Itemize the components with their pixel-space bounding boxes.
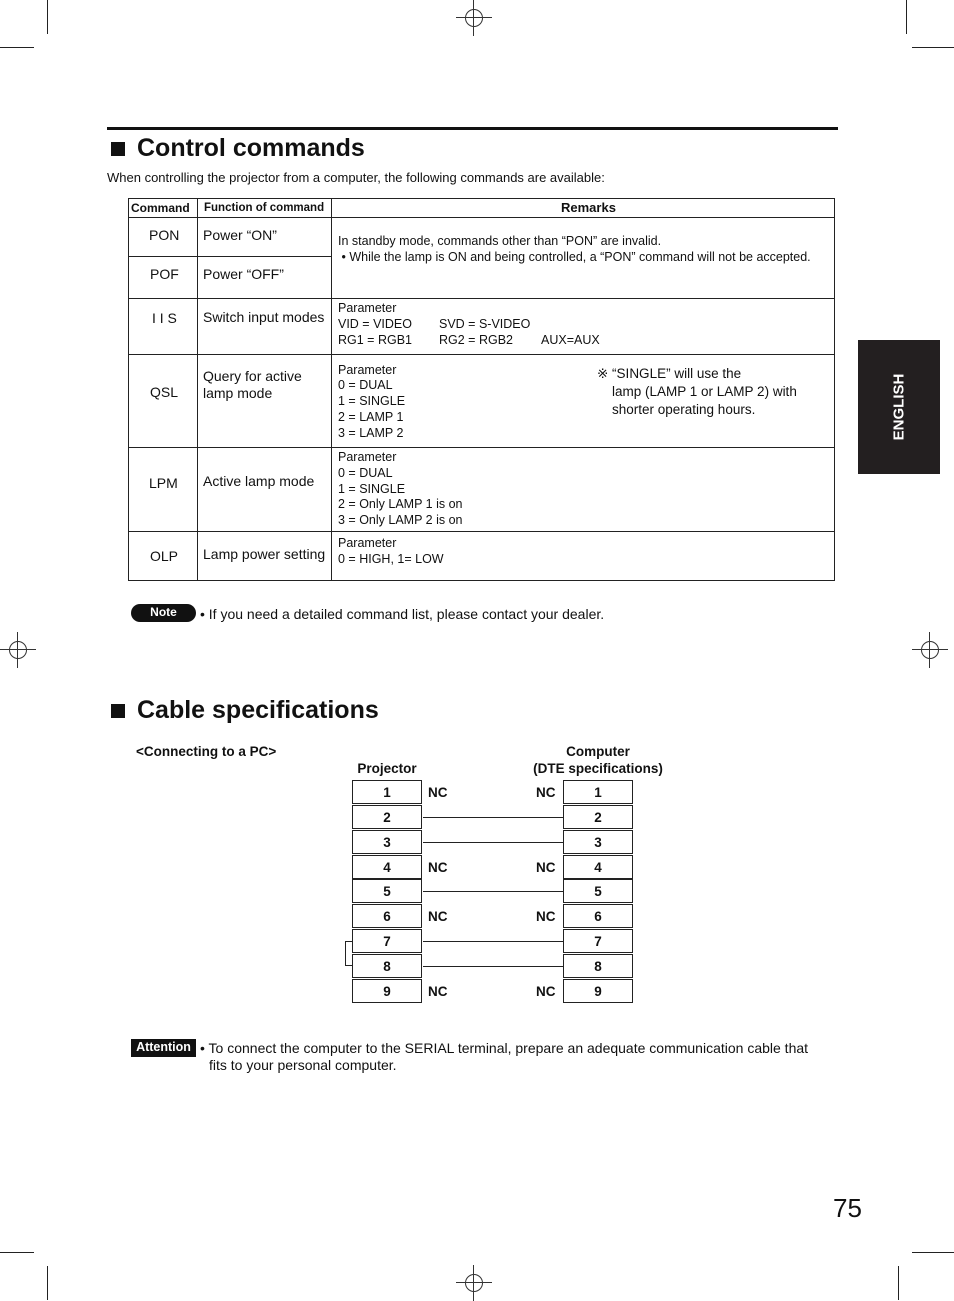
- projector-pin-4: 4: [352, 855, 422, 879]
- computer-pin-9: 9: [563, 979, 633, 1003]
- remark-qsl-note-1: ※ “SINGLE” will use the: [597, 366, 742, 381]
- square-bullet-icon: [111, 704, 125, 718]
- computer-label: Computer: [566, 744, 630, 759]
- attention-text-1: • To connect the computer to the SERIAL terminal, prepare an adequate communication cable that: [200, 1040, 809, 1056]
- section-heading-control-commands: [111, 134, 365, 163]
- remark-iis-rg1: RG1 = RGB1: [338, 333, 412, 347]
- pin-7-8-bridge: [345, 941, 352, 966]
- header-command: Command: [131, 201, 190, 215]
- remark-iis-rg2: RG2 = RGB2: [439, 333, 513, 347]
- remark-qsl-1: 1 = SINGLE: [338, 394, 406, 408]
- computer-pin-8: 8: [563, 954, 633, 978]
- language-label: ENGLISH: [890, 373, 908, 441]
- wire-line: [423, 891, 563, 892]
- section-rule: [107, 127, 838, 130]
- wire-line: [423, 966, 563, 967]
- fn-olp: Lamp power setting: [203, 546, 326, 562]
- nc-label: NC: [428, 909, 448, 924]
- remark-lpm-param: Parameter: [338, 450, 397, 464]
- projector-pin-6: 6: [352, 904, 422, 928]
- computer-label-dte: (DTE specifications): [533, 761, 663, 776]
- cmd-lpm: LPM: [149, 475, 178, 491]
- remark-iis-param: Parameter: [338, 301, 397, 315]
- remark-iis-svd: SVD = S-VIDEO: [439, 317, 531, 331]
- nc-label: NC: [536, 909, 556, 924]
- wire-line: [423, 941, 563, 942]
- computer-pin-3: 3: [563, 830, 633, 854]
- cmd-iis: I I S: [152, 310, 177, 326]
- header-function: Function of command: [204, 202, 325, 214]
- remark-qsl-2: 2 = LAMP 1: [338, 410, 404, 424]
- nc-label: NC: [536, 984, 556, 999]
- language-side-tab: [858, 340, 940, 474]
- fn-pon: Power “ON”: [203, 227, 277, 243]
- remark-lpm-0: 0 = DUAL: [338, 466, 393, 480]
- note-text: • If you need a detailed command list, please contact your dealer.: [200, 606, 605, 622]
- attention-badge: Attention: [131, 1039, 196, 1057]
- cmd-pon: PON: [149, 227, 180, 243]
- fn-iis: Switch input modes: [203, 309, 325, 325]
- remark-lpm-1: 1 = SINGLE: [338, 482, 406, 496]
- projector-label: Projector: [357, 761, 417, 776]
- square-bullet-icon: [111, 142, 125, 156]
- nc-label: NC: [428, 860, 448, 875]
- registration-mark-left: [0, 632, 36, 668]
- registration-mark-right: [912, 632, 948, 668]
- registration-mark-top: [456, 0, 492, 36]
- remark-qsl-param: Parameter: [338, 363, 397, 377]
- wire-line: [423, 817, 563, 818]
- projector-pin-7: 7: [352, 929, 422, 953]
- projector-pin-2: 2: [352, 805, 422, 829]
- nc-label: NC: [536, 860, 556, 875]
- remark-pon-2: • While the lamp is ON and being controlled, a “PON” command will not be accepted.: [338, 250, 811, 264]
- remark-qsl-note-2: lamp (LAMP 1 or LAMP 2) with: [612, 384, 797, 399]
- remark-qsl-3: 3 = LAMP 2: [338, 426, 404, 440]
- cmd-qsl: QSL: [150, 384, 179, 400]
- remark-iis-vid: VID = VIDEO: [338, 317, 412, 331]
- fn-lpm: Active lamp mode: [203, 473, 315, 489]
- cmd-olp: OLP: [150, 548, 179, 564]
- projector-pin-8: 8: [352, 954, 422, 978]
- computer-pin-4: 4: [563, 855, 633, 879]
- projector-pin-9: 9: [352, 979, 422, 1003]
- cmd-pof: POF: [150, 266, 179, 282]
- remark-lpm-2: 2 = Only LAMP 1 is on: [338, 497, 463, 511]
- nc-label: NC: [536, 785, 556, 800]
- projector-pin-5: 5: [352, 879, 422, 903]
- fn-pof: Power “OFF”: [203, 266, 284, 282]
- nc-label: NC: [428, 984, 448, 999]
- computer-pin-6: 6: [563, 904, 633, 928]
- page-number: 75: [833, 1193, 862, 1223]
- nc-label: NC: [428, 785, 448, 800]
- computer-pin-2: 2: [563, 805, 633, 829]
- registration-mark-bottom: [456, 1265, 492, 1301]
- note-badge: Note: [131, 604, 196, 622]
- computer-pin-1: 1: [563, 780, 633, 804]
- computer-pin-7: 7: [563, 929, 633, 953]
- remark-qsl-0: 0 = DUAL: [338, 378, 393, 392]
- intro-text: When controlling the projector from a computer, the following commands are available:: [107, 170, 605, 185]
- remark-olp-values: 0 = HIGH, 1= LOW: [338, 552, 444, 566]
- remark-olp-param: Parameter: [338, 536, 397, 550]
- computer-pin-5: 5: [563, 879, 633, 903]
- section-title: Cable specifications: [137, 696, 379, 724]
- command-table: [128, 198, 835, 581]
- connecting-subtitle: <Connecting to a PC>: [136, 744, 277, 759]
- projector-pin-1: 1: [352, 780, 422, 804]
- remark-pon-1: In standby mode, commands other than “PON” are invalid.: [338, 234, 662, 248]
- attention-text-2: fits to your personal computer.: [209, 1057, 397, 1073]
- projector-pin-3: 3: [352, 830, 422, 854]
- wire-line: [423, 842, 563, 843]
- remark-lpm-3: 3 = Only LAMP 2 is on: [338, 513, 463, 527]
- header-remarks: Remarks: [561, 200, 616, 215]
- remark-qsl-note-3: shorter operating hours.: [612, 402, 756, 417]
- section-heading-cable-specifications: [111, 696, 379, 725]
- remark-iis-aux: AUX=AUX: [541, 333, 600, 347]
- fn-qsl: Query for active lamp mode: [203, 368, 302, 401]
- section-title: Control commands: [137, 134, 365, 162]
